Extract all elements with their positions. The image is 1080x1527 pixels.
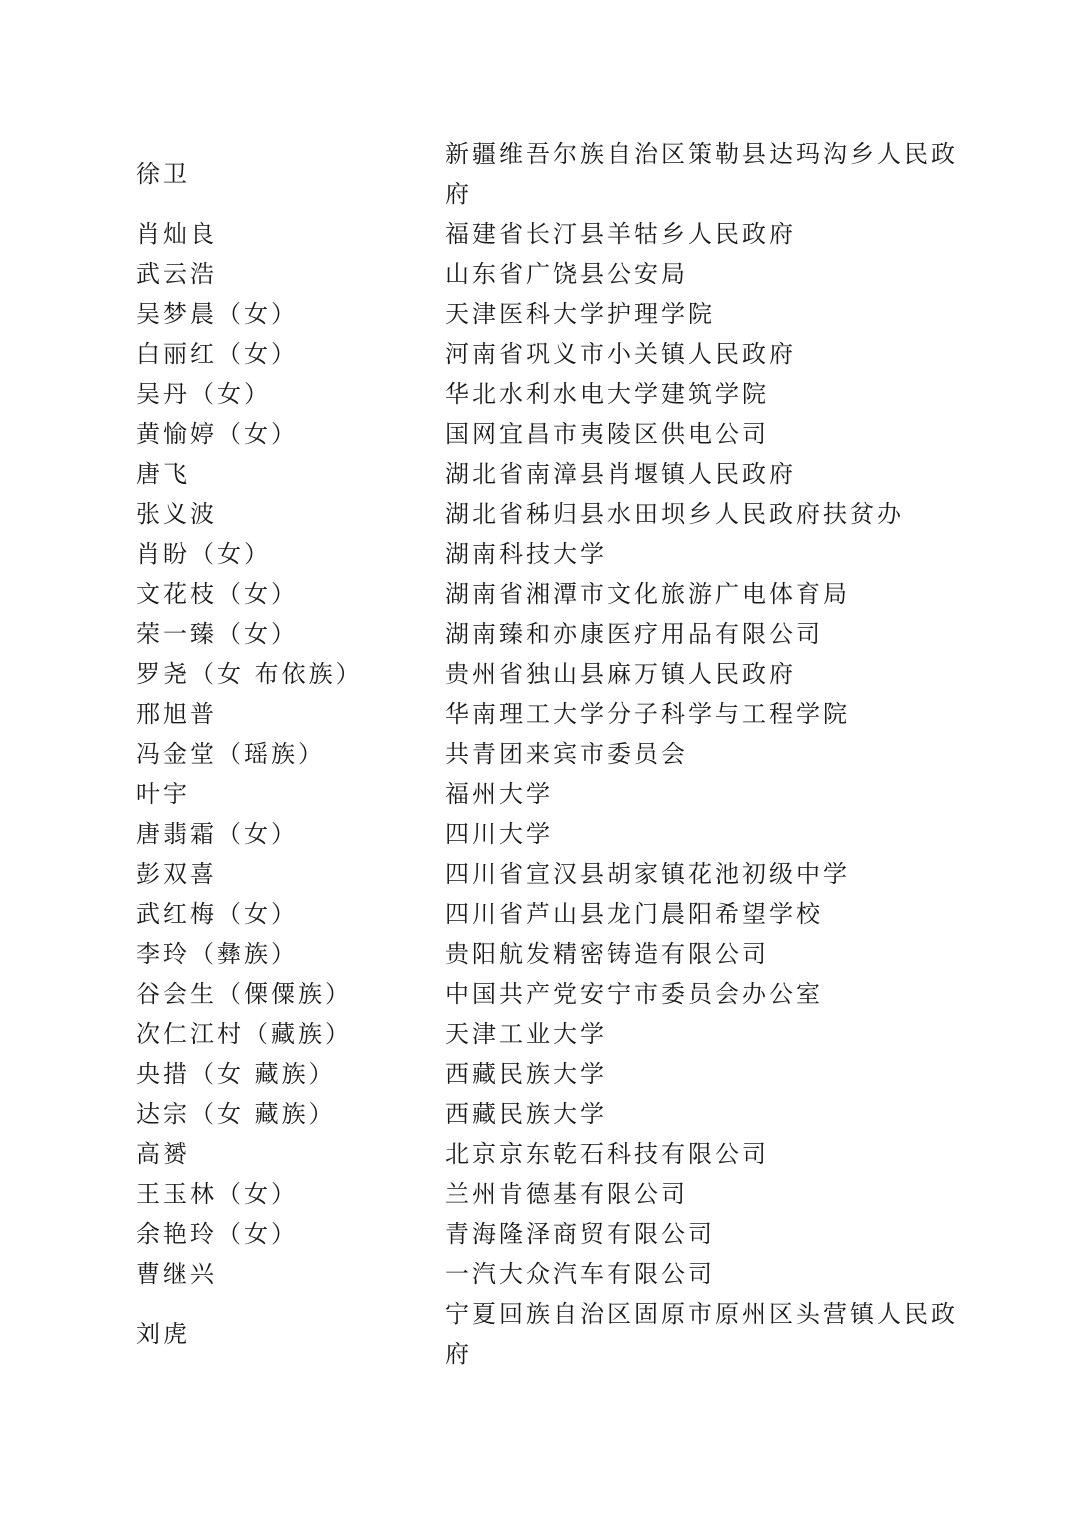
person-name: 曹继兴 — [136, 1260, 217, 1288]
roster-row — [136, 494, 966, 534]
organization-name: 四川大学 — [445, 820, 553, 848]
roster-row — [136, 934, 966, 974]
roster-row — [136, 1054, 966, 1094]
organization-name: 天津工业大学 — [445, 1020, 607, 1048]
person-name: 肖盼（女） — [136, 540, 271, 568]
organization-name: 山东省广饶县公安局 — [445, 260, 688, 288]
person-name: 王玉林（女） — [136, 1180, 298, 1208]
roster-list — [136, 134, 966, 1374]
organization-name: 中国共产党安宁市委员会办公室 — [445, 980, 823, 1008]
person-name: 白丽红（女） — [136, 340, 298, 368]
roster-row — [136, 334, 966, 374]
roster-row — [136, 1014, 966, 1054]
roster-row — [136, 1094, 966, 1134]
person-name: 武红梅（女） — [136, 900, 298, 928]
person-name: 武云浩 — [136, 260, 217, 288]
organization-name: 湖北省秭归县水田坝乡人民政府扶贫办 — [445, 500, 904, 528]
organization-name: 国网宜昌市夷陵区供电公司 — [445, 420, 769, 448]
roster-row — [136, 1214, 966, 1254]
person-name: 谷会生（傈僳族） — [136, 980, 352, 1008]
person-name: 唐翡霜（女） — [136, 820, 298, 848]
roster-row — [136, 654, 966, 694]
person-name: 荣一臻（女） — [136, 620, 298, 648]
organization-name: 宁夏回族自治区固原市原州区头营镇人民政府 — [445, 1300, 958, 1368]
person-name: 次仁江村（藏族） — [136, 1020, 352, 1048]
organization-name: 四川省芦山县龙门晨阳希望学校 — [445, 900, 823, 928]
person-name: 叶宇 — [136, 780, 190, 808]
person-name: 达宗（女 藏族） — [136, 1100, 336, 1128]
roster-row — [136, 534, 966, 574]
roster-row — [136, 1294, 966, 1374]
organization-name: 共青团来宾市委员会 — [445, 740, 688, 768]
roster-row — [136, 694, 966, 734]
roster-row — [136, 214, 966, 254]
person-name: 吴梦晨（女） — [136, 300, 298, 328]
roster-row — [136, 294, 966, 334]
organization-name: 湖北省南漳县肖堰镇人民政府 — [445, 460, 796, 488]
roster-row — [136, 134, 966, 214]
organization-name: 天津医科大学护理学院 — [445, 300, 715, 328]
person-name: 刘虎 — [136, 1320, 190, 1348]
organization-name: 贵阳航发精密铸造有限公司 — [445, 940, 769, 968]
roster-row — [136, 374, 966, 414]
person-name: 冯金堂（瑶族） — [136, 740, 325, 768]
organization-name: 四川省宣汉县胡家镇花池初级中学 — [445, 860, 850, 888]
person-name: 罗尧（女 布依族） — [136, 660, 363, 688]
roster-row — [136, 254, 966, 294]
organization-name: 青海隆泽商贸有限公司 — [445, 1220, 715, 1248]
person-name: 彭双喜 — [136, 860, 217, 888]
roster-row — [136, 854, 966, 894]
roster-row — [136, 974, 966, 1014]
person-name: 文花枝（女） — [136, 580, 298, 608]
organization-name: 河南省巩义市小关镇人民政府 — [445, 340, 796, 368]
organization-name: 华北水利水电大学建筑学院 — [445, 380, 769, 408]
roster-row — [136, 814, 966, 854]
person-name: 肖灿良 — [136, 220, 217, 248]
person-name: 张义波 — [136, 500, 217, 528]
person-name: 高赟 — [136, 1140, 190, 1168]
organization-name: 湖南省湘潭市文化旅游广电体育局 — [445, 580, 850, 608]
roster-row — [136, 414, 966, 454]
person-name: 央措（女 藏族） — [136, 1060, 336, 1088]
organization-name: 湖南科技大学 — [445, 540, 607, 568]
person-name: 邢旭普 — [136, 700, 217, 728]
person-name: 徐卫 — [136, 160, 190, 188]
person-name: 余艳玲（女） — [136, 1220, 298, 1248]
organization-name: 华南理工大学分子科学与工程学院 — [445, 700, 850, 728]
organization-name: 新疆维吾尔族自治区策勒县达玛沟乡人民政府 — [445, 140, 958, 208]
person-name: 黄愉婷（女） — [136, 420, 298, 448]
organization-name: 贵州省独山县麻万镇人民政府 — [445, 660, 796, 688]
person-name: 吴丹（女） — [136, 380, 271, 408]
organization-name: 福建省长汀县羊牯乡人民政府 — [445, 220, 796, 248]
organization-name: 一汽大众汽车有限公司 — [445, 1260, 715, 1288]
roster-row — [136, 1174, 966, 1214]
organization-name: 福州大学 — [445, 780, 553, 808]
person-name: 唐飞 — [136, 460, 190, 488]
roster-row — [136, 894, 966, 934]
organization-name: 湖南臻和亦康医疗用品有限公司 — [445, 620, 823, 648]
roster-row — [136, 1134, 966, 1174]
roster-row — [136, 774, 966, 814]
roster-row — [136, 574, 966, 614]
organization-name: 兰州肯德基有限公司 — [445, 1180, 688, 1208]
organization-name: 西藏民族大学 — [445, 1100, 607, 1128]
organization-name: 北京京东乾石科技有限公司 — [445, 1140, 769, 1168]
roster-row — [136, 734, 966, 774]
roster-row — [136, 1254, 966, 1294]
organization-name: 西藏民族大学 — [445, 1060, 607, 1088]
roster-row — [136, 454, 966, 494]
person-name: 李玲（彝族） — [136, 940, 298, 968]
roster-row — [136, 614, 966, 654]
